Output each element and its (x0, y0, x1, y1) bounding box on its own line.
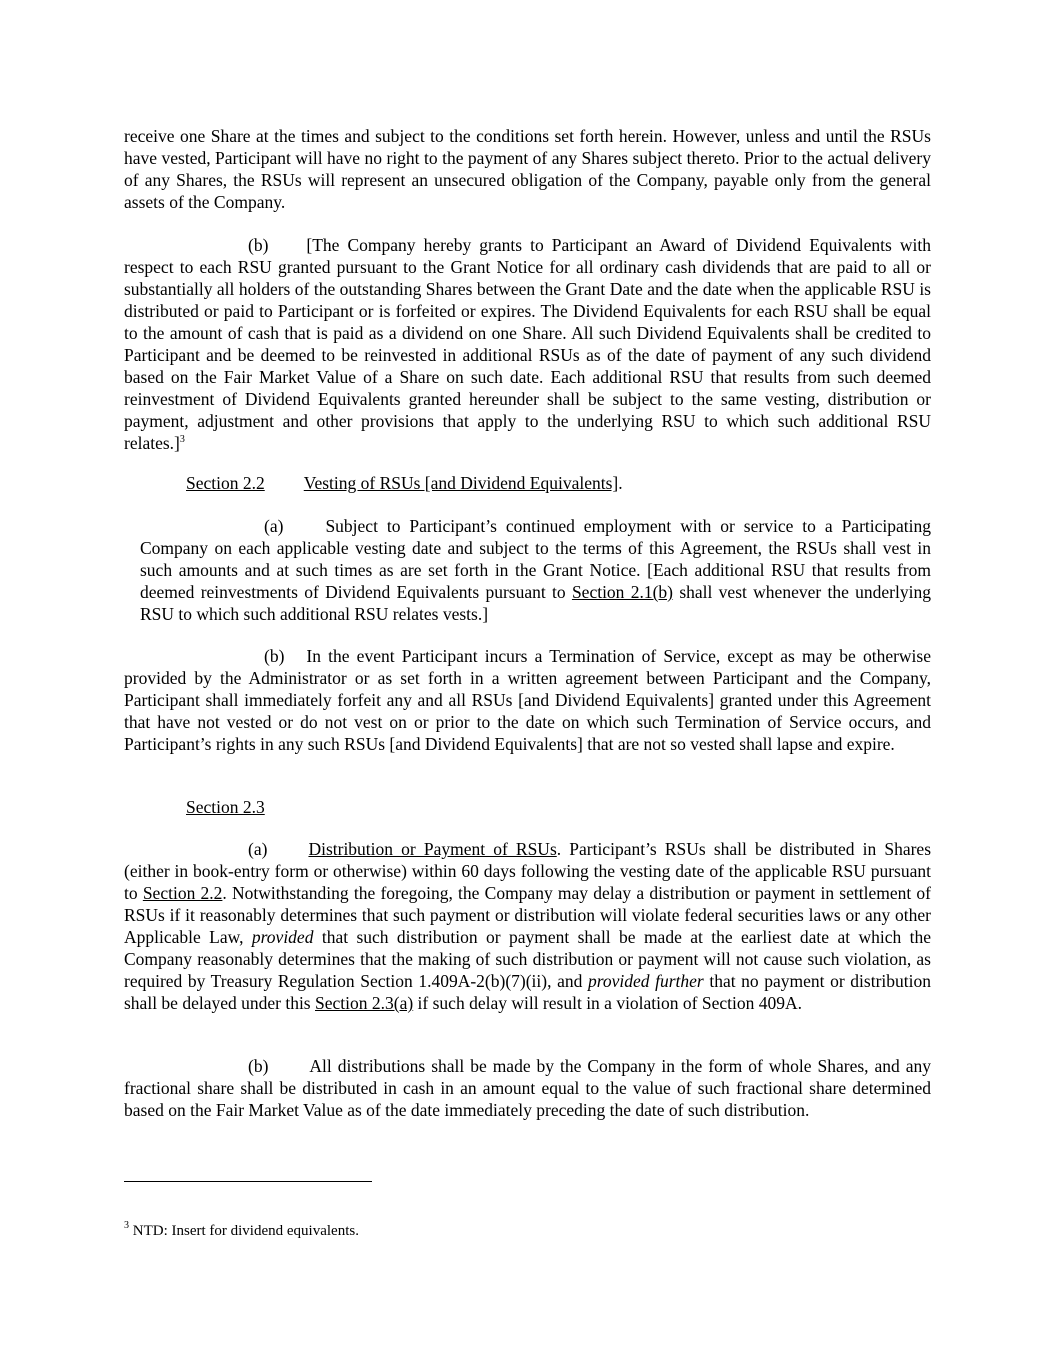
section-2-2-heading: Section 2.2 Vesting of RSUs [and Dividend Equivalents]. (186, 473, 623, 493)
footnote-reference[interactable]: 3 (179, 434, 185, 445)
paragraph-2-3-a: (a) Distribution or Payment of RSUs. Participant’s RSUs shall be distributed in Shares (either in book-entry form or otherwise) within 60 days following the vesting date of the applicable RSU pursuant to Section 2.2. Notwithstanding the foregoing, the Company may delay a distribution or payment in settlement of RSUs if it reasonably determines that such payment or distribution will violate federal securities laws or any other Applicable Law, provided that such distribution or payment shall be made at the earliest date at which the Company reasonably determines that the making of such distribution or payment will not cause such violation, as required by Treasury Regulation Section 1.409A-2(b)(7)(ii), and provided further that no payment or distribution shall be delayed under this Section 2.3(a) if such delay will result in a violation of Section 409A. (124, 839, 932, 1013)
paragraph-2-2-a: (a) Subject to Participant’s continued employment with or service to a Participating Company on each applicable vesting date and subject to the terms of this Agreement, the RSUs shall vest in such amounts and at such times as are set forth in the Grant Notice. [Each additional RSU that results from deemed reinvestments of Dividend Equivalents pursuant to Section 2.1(b) shall vest whenever the underlying RSU to which such additional RSU relates vests.] (140, 516, 931, 624)
section-2-3-heading (186, 796, 265, 818)
clause-label: (a) (248, 839, 268, 859)
clause-heading: Distribution or Payment of RSUs (308, 839, 557, 859)
footnote-number: 3 (124, 1220, 129, 1231)
clause-label: (b) (248, 235, 269, 255)
cross-reference[interactable]: Section 2.1(b) (571, 582, 674, 602)
clause-label: (b) (248, 1056, 269, 1076)
section-number: Section 2.3 (186, 797, 265, 817)
section-number: Section 2.2 (186, 473, 265, 493)
cross-reference[interactable]: Section 2.3(a) (315, 993, 414, 1013)
cross-reference[interactable]: Section 2.2 (142, 883, 223, 903)
paragraph-2-2-b: (b) In the event Participant incurs a Termination of Service, except as may be otherwise provided by the Administrator or as set forth in a written agreement between Participant and the Company, Participant shall immediately forfeit any and all RSUs [and Dividend Equivalents] granted under this Agreement that have not vested or do not vest on or prior to the date on which such Termination of Service occurs, and Participant’s rights in any such RSUs [and Dividend Equivalents] that are not so vested shall lapse and expire. (124, 646, 931, 754)
footnote: $^3$ NTD: Insert for dividend equivalents. (124, 1220, 359, 1239)
paragraph-2-1-b: (b) [The Company hereby grants to Participant an Award of Dividend Equivalents with respect to each RSU granted pursuant to the Grant Notice for all ordinary cash dividends that are paid to all or substantially all holders of the outstanding Shares between the Grant Date and the date when the applicable RSU is distributed or paid to Participant or is forfeited or expires. The Dividend Equivalents for each RSU shall be equal to the amount of cash that is paid as a dividend on one Share. All such Dividend Equivalents shall be credited to Participant and be deemed to be reinvested in additional RSUs as of the date of payment of any such dividend based on the Fair Market Value of a Share on such date. Each additional RSU that results from such deemed reinvestment of Dividend Equivalents granted hereunder shall be subject to the same vesting, distribution or payment, adjustment and other provisions that apply to the underlying RSU to which such additional RSU relates.]$^3$ (124, 235, 931, 453)
paragraph-intro: receive one Share at the times and subject to the conditions set forth herein. However, unless and until the RSUs have vested, Participant will have no right to the payment of any Shares subject thereto. Prior to the actual delivery of any Shares, the RSUs will represent an unsecured obligation of the Company, payable only from the general assets of the Company. (124, 126, 931, 212)
clause-label: (b) (264, 646, 285, 666)
clause-label: (a) (264, 516, 284, 536)
paragraph-2-3-b: (b) All distributions shall be made by the Company in the form of whole Shares, and any fractional share shall be distributed in cash in an amount equal to the value of such fractional share determined based on the Fair Market Value as of the date immediately preceding the date of such distribution. (124, 1056, 931, 1120)
footnote-separator (124, 1181, 372, 1182)
section-title: Vesting of RSUs [and Dividend Equivalents] (303, 473, 619, 493)
